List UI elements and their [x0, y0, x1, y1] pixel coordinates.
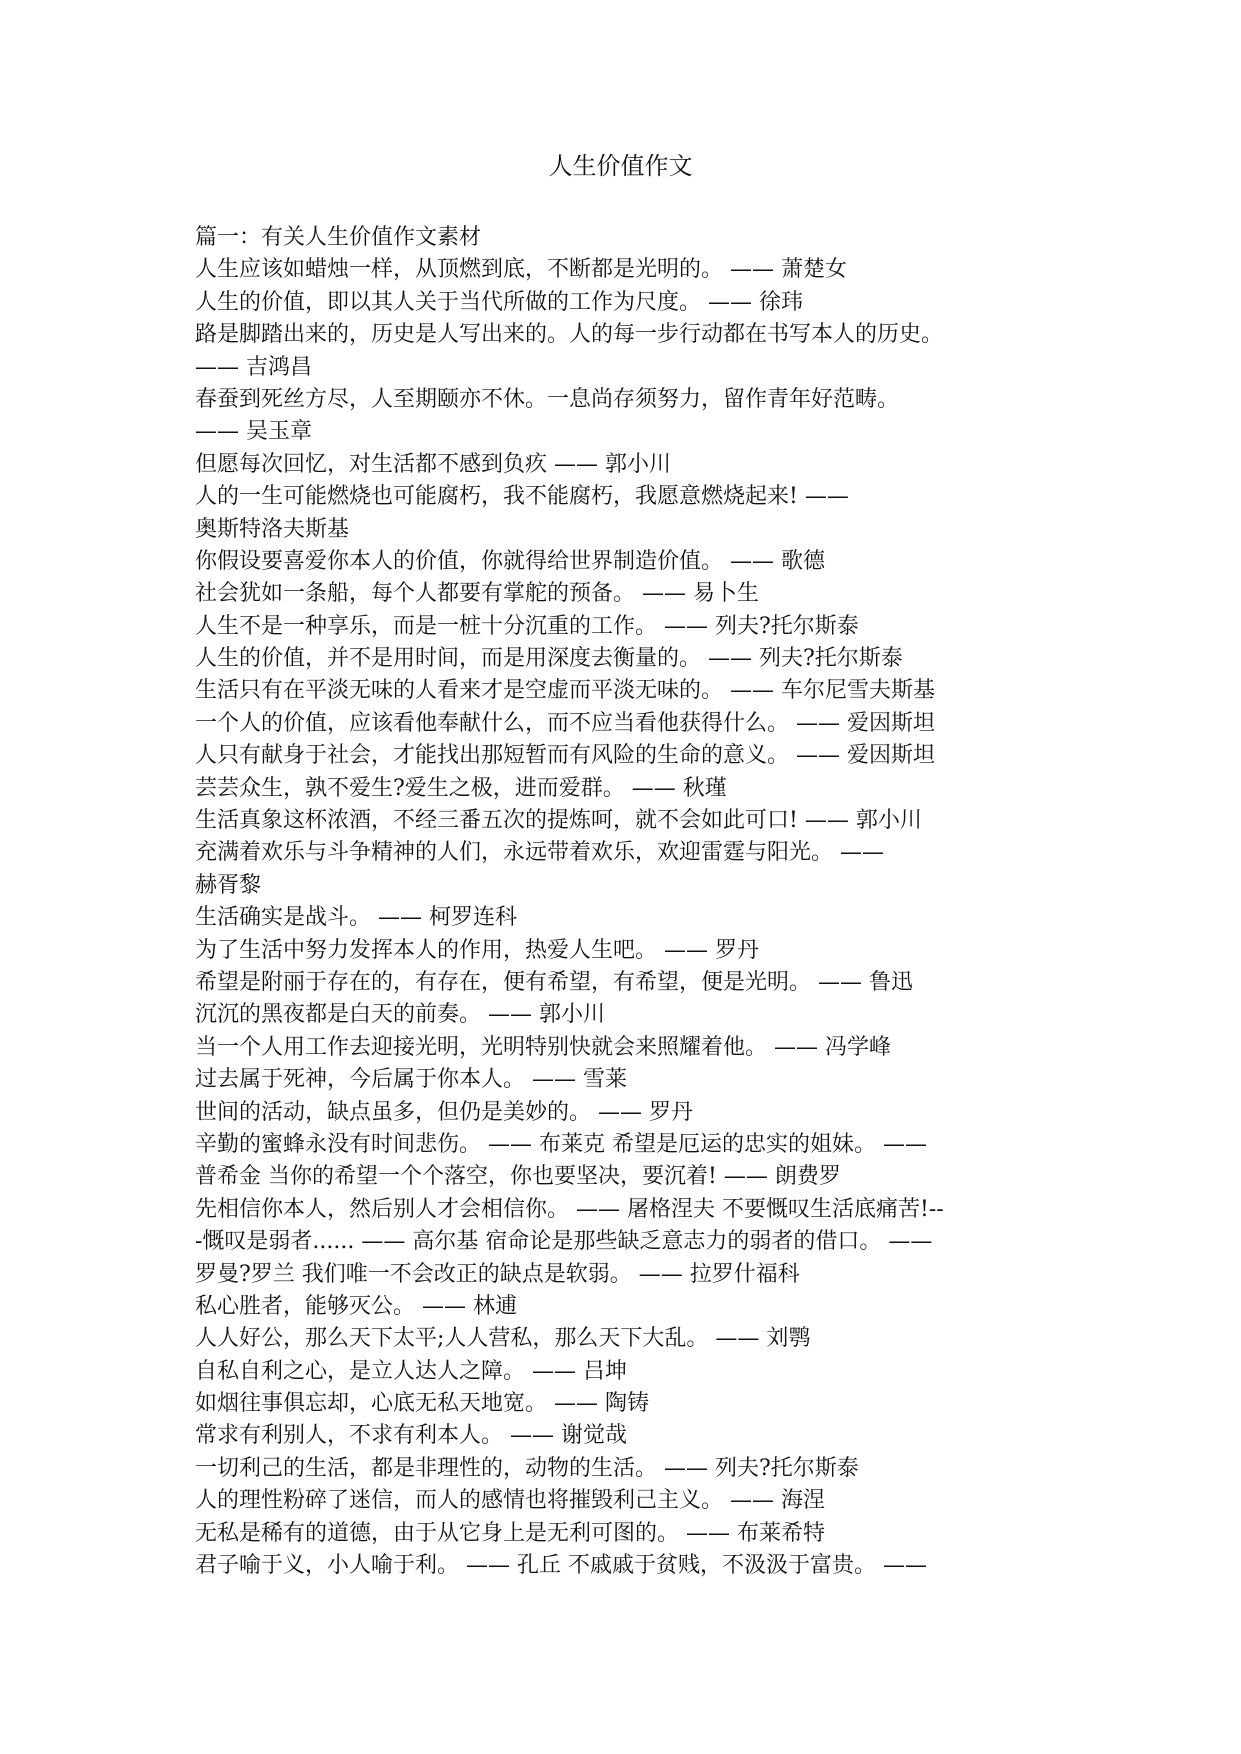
- text-line: 人的一生可能燃烧也可能腐朽，我不能腐朽，我愿意燃烧起来! ——: [195, 484, 849, 510]
- document-body: [195, 222, 1055, 1582]
- text-line: 人人好公，那么天下太平;人人营私，那么天下大乱。 —— 刘鹗: [195, 1326, 811, 1352]
- text-line: 生活只有在平淡无味的人看来才是空虚而平淡无味的。 —— 车尔尼雪夫斯基: [195, 678, 935, 704]
- text-line: 常求有利别人，不求有利本人。 —— 谢觉哉: [195, 1423, 627, 1449]
- text-line: 赫胥黎: [195, 872, 262, 898]
- text-line: 社会犹如一条船，每个人都要有掌舵的预备。 —— 易卜生: [195, 581, 759, 607]
- text-line: —— 吴玉章: [195, 419, 312, 445]
- text-line: 君子喻于义，小人喻于利。 —— 孔丘 不戚戚于贫贱，不汲汲于富贵。 ——: [195, 1553, 927, 1579]
- text-line: 人生应该如蜡烛一样，从顶燃到底，不断都是光明的。 —— 萧楚女: [195, 257, 847, 283]
- text-line: 自私自利之心，是立人达人之障。 —— 吕坤: [195, 1358, 627, 1384]
- text-line: 人生不是一种享乐，而是一桩十分沉重的工作。 —— 列夫?托尔斯泰: [195, 613, 859, 639]
- text-line: 生活真象这杯浓酒，不经三番五次的提炼呵，就不会如此可口! —— 郭小川: [195, 808, 922, 834]
- text-line: 人生的价值，即以其人关于当代所做的工作为尺度。 —— 徐玮: [195, 289, 803, 315]
- text-line: 为了生活中努力发挥本人的作用，热爱人生吧。 —— 罗丹: [195, 937, 759, 963]
- text-line: 一个人的价值，应该看他奉献什么，而不应当看他获得什么。 —— 爱因斯坦: [195, 710, 935, 736]
- text-line: 人的理性粉碎了迷信，而人的感情也将摧毁利己主义。 —— 海涅: [195, 1488, 825, 1514]
- text-line: 希望是附丽于存在的，有存在，便有希望，有希望，便是光明。 —— 鲁迅: [195, 969, 913, 995]
- text-line: 先相信你本人，然后别人才会相信你。 —— 屠格涅夫 不要慨叹生活底痛苦!--: [195, 1196, 944, 1222]
- text-line: 辛勤的蜜蜂永没有时间悲伤。 —— 布莱克 希望是厄运的忠实的姐妹。 ——: [195, 1131, 927, 1157]
- text-line: 春蚕到死丝方尽，人至期颐亦不休。一息尚存须努力，留作青年好范畴。: [195, 386, 900, 412]
- text-line: 但愿每次回忆，对生活都不感到负疚 —— 郭小川: [195, 451, 671, 477]
- text-line: 私心胜者，能够灭公。 —— 林逋: [195, 1293, 517, 1319]
- text-line: 充满着欢乐与斗争精神的人们，永远带着欢乐，欢迎雷霆与阳光。 ——: [195, 840, 884, 866]
- text-line: 篇一：有关人生价值作文素材: [195, 225, 482, 250]
- text-line: 奥斯特洛夫斯基: [195, 516, 350, 542]
- text-line: 生活确实是战斗。 —— 柯罗连科: [195, 905, 517, 931]
- text-line: 世间的活动，缺点虽多，但仍是美妙的。 —— 罗丹: [195, 1099, 693, 1125]
- text-line: 普希金 当你的希望一个个落空，你也要坚决，要沉着! —— 朗费罗: [195, 1164, 841, 1190]
- text-line: 芸芸众生，孰不爱生?爱生之极，进而爱群。 —— 秋瑾: [195, 775, 727, 801]
- text-line: 如烟往事俱忘却，心底无私天地宽。 —— 陶铸: [195, 1391, 649, 1417]
- text-line: -慨叹是弱者...... —— 高尔基 宿命论是那些缺乏意志力的弱者的借口。 ——: [195, 1229, 933, 1255]
- text-line: 罗曼?罗兰 我们唯一不会改正的缺点是软弱。 —— 拉罗什福科: [195, 1261, 800, 1287]
- text-line: 无私是稀有的道德，由于从它身上是无利可图的。 —— 布莱希特: [195, 1520, 825, 1546]
- document-title: 人生价值作文: [548, 152, 693, 180]
- text-line: —— 吉鸿昌: [195, 354, 312, 380]
- text-line: 人只有献身于社会，才能找出那短暂而有风险的生命的意义。 —— 爱因斯坦: [195, 743, 935, 769]
- text-line: 你假设要喜爱你本人的价值，你就得给世界制造价值。 —— 歌德: [195, 548, 825, 574]
- text-line: 当一个人用工作去迎接光明，光明特别快就会来照耀着他。 —— 冯学峰: [195, 1034, 891, 1060]
- text-line: 沉沉的黑夜都是白天的前奏。 —— 郭小川: [195, 1002, 605, 1028]
- text-line: 路是脚踏出来的，历史是人写出来的。人的每一步行动都在书写本人的历史。: [195, 322, 944, 348]
- text-line: 人生的价值，并不是用时间，而是用深度去衡量的。 —— 列夫?托尔斯泰: [195, 646, 903, 672]
- text-line: 过去属于死神，今后属于你本人。 —— 雪莱: [195, 1067, 627, 1093]
- text-line: 一切利己的生活，都是非理性的，动物的生活。 —— 列夫?托尔斯泰: [195, 1455, 859, 1481]
